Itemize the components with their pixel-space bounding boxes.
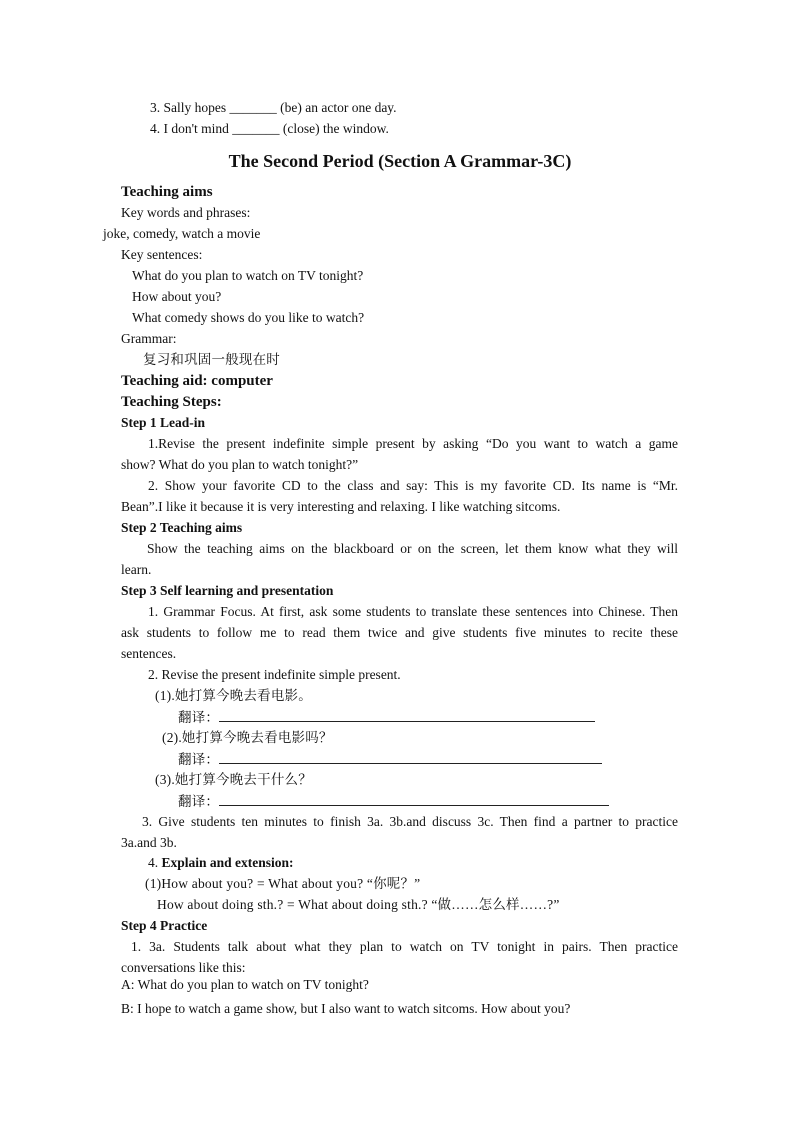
teaching-aid-heading: Teaching aid: computer xyxy=(121,373,273,389)
step4-line1: 1. 3a. Students talk about what they plan to watch on TV tonight in pairs. Then practice xyxy=(131,939,678,954)
step1-paragraph2-line2: Bean”.I like it because it is very interesting and relaxing. I like watching sitcoms. xyxy=(121,499,561,514)
step3-paragraph4-number: 4. xyxy=(148,855,162,870)
translation-row-3 xyxy=(178,793,609,810)
step3-paragraph4 xyxy=(148,855,294,871)
page-title: The Second Period (Section A Grammar-3C) xyxy=(228,151,572,171)
step2-line1: Show the teaching aims on the blackboard or on the screen, let them know what they will xyxy=(147,541,678,556)
step3-paragraph3-line2: 3a.and 3b. xyxy=(121,835,177,850)
step2-line2: learn. xyxy=(121,562,152,577)
step4-heading: Step 4 Practice xyxy=(121,918,208,933)
extension-item-2: How about doing sth.? = What about doing sth.? “做……怎么样……?” xyxy=(157,897,560,912)
step3-paragraph3-line1: 3. Give students ten minutes to finish 3a. 3b.and discuss 3c. Then find a partner to practice xyxy=(142,814,678,829)
translation-question-1: (1).她打算今晚去看电影。 xyxy=(155,688,312,703)
step2-heading: Step 2 Teaching aims xyxy=(121,520,243,535)
step3-heading: Step 3 Self learning and presentation xyxy=(121,583,334,598)
step3-paragraph1-line3: sentences. xyxy=(121,646,177,661)
step3-paragraph2: 2. Revise the present indefinite simple present. xyxy=(148,667,401,682)
translation-blank-3[interactable] xyxy=(219,793,609,806)
extension-item-1: (1)How about you? = What about you? “你呢？” xyxy=(145,876,421,891)
dialog-line-b: B: I hope to watch a game show, but I also want to watch sitcoms. How about you? xyxy=(121,1001,571,1016)
key-sentences-label: Key sentences: xyxy=(121,247,203,262)
translation-label-1: 翻译： xyxy=(178,710,220,725)
translation-label-3: 翻译： xyxy=(178,794,220,809)
step1-heading: Step 1 Lead-in xyxy=(121,415,206,430)
grammar-text: 复习和巩固一般现在时 xyxy=(143,352,280,367)
teaching-steps-heading: Teaching Steps: xyxy=(121,394,222,410)
step1-paragraph1-line2: show? What do you plan to watch tonight?” xyxy=(121,457,359,472)
step4-line2: conversations like this: xyxy=(121,960,246,975)
key-words-label: Key words and phrases: xyxy=(121,205,251,220)
translation-blank-2[interactable] xyxy=(219,751,602,764)
key-sentence-2: How about you? xyxy=(132,289,222,304)
step1-paragraph1-line1: 1.Revise the present indefinite simple present by asking “Do you want to watch a game xyxy=(148,436,678,451)
translation-question-3: (3).她打算今晚去干什么？ xyxy=(155,772,312,787)
translation-label-2: 翻译： xyxy=(178,752,220,767)
step3-paragraph1-line1: 1. Grammar Focus. At first, ask some students to translate these sentences into Chinese. Then xyxy=(148,604,678,619)
translation-question-2: (2).她打算今晚去看电影吗？ xyxy=(162,730,333,745)
explain-extension-heading: Explain and extension: xyxy=(161,855,294,870)
translation-blank-1[interactable] xyxy=(219,709,595,722)
exercise-4: 4. I don't mind _______ (close) the window. xyxy=(150,121,389,136)
step1-paragraph2-line1: 2. Show your favorite CD to the class and say: This is my favorite CD. Its name is “Mr. xyxy=(148,478,678,493)
key-sentence-3: What comedy shows do you like to watch? xyxy=(132,310,365,325)
exercise-3: 3. Sally hopes _______ (be) an actor one day. xyxy=(150,100,397,115)
translation-row-2 xyxy=(178,751,602,768)
key-words: joke, comedy, watch a movie xyxy=(103,226,261,241)
grammar-label: Grammar: xyxy=(121,331,177,346)
dialog-line-a: A: What do you plan to watch on TV tonight? xyxy=(121,977,369,992)
translation-row-1 xyxy=(178,709,595,726)
step3-paragraph1-line2: ask students to follow me to read them twice and give students five minutes to recite these xyxy=(121,625,678,640)
key-sentence-1: What do you plan to watch on TV tonight? xyxy=(132,268,364,283)
teaching-aims-heading: Teaching aims xyxy=(121,184,213,200)
